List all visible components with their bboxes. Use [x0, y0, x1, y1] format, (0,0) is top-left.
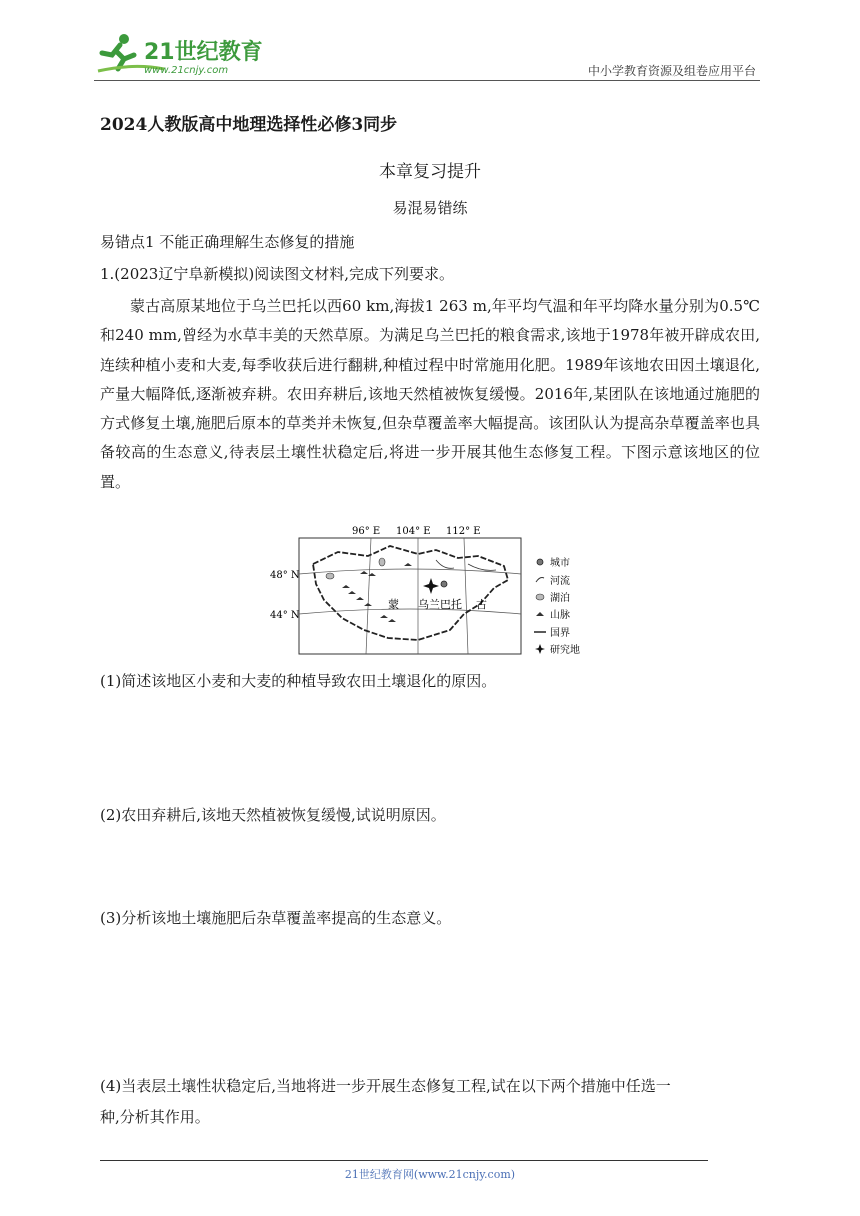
legend-study-site-icon — [535, 644, 545, 654]
site-logo — [94, 33, 264, 79]
legend-city-icon — [537, 559, 543, 565]
river-1 — [436, 560, 454, 568]
map-legend — [534, 556, 580, 656]
error-point-heading: 易错点1 不能正确理解生态修复的措施 — [100, 233, 355, 251]
question-3: (3)分析该地土壤施肥后杂草覆盖率提高的生态意义。 — [100, 909, 452, 927]
place-label-meng: 蒙 — [388, 598, 399, 611]
material-paragraph: 蒙古高原某地位于乌兰巴托以西60 km,海拔1 263 m,年平均气温和年平均降水量分别为0.5℃和240 mm,曾经为水草丰美的天然草原。为满足乌兰巴托的粮食需求,该地于1978年被开辟成农田,连续种植小麦和大麦,每季收获后进行翻耕,种植过程中时常施用化肥。1989年该地农田因土壤退化,产量大幅降低,逐渐被弃耕。农田弃耕后,该地天然植被恢复缓慢。2016年,某团队在该地通过施肥的方式修复土壤,施肥后原本的草类并未恢复,但杂草覆盖率大幅提高。该团队认为提高杂草覆盖率也具备较高的生态意义,待表层土壤性状稳定后,将进一步开展其他生态修复工程。下图示意该地区的位置。 — [100, 297, 760, 491]
lat-label-44: 44° N — [270, 610, 300, 621]
place-label-gu: 古 — [476, 598, 487, 611]
lon-label-112: 112° E — [446, 526, 481, 537]
place-label-ulaanbaatar: 乌兰巴托 — [418, 598, 462, 611]
city-ulaanbaatar — [441, 581, 447, 587]
legend-lake-icon — [536, 594, 544, 600]
footer-text[interactable]: 21世纪教育网(www.21cnjy.com) — [344, 1168, 516, 1181]
legend-study-site-label: 研究地 — [550, 645, 580, 656]
question-2: (2)农田弃耕后,该地天然植被恢复缓慢,试说明原因。 — [100, 806, 446, 824]
lon-label-104: 104° E — [396, 526, 431, 537]
question-4-line-2: 种,分析其作用。 — [100, 1108, 210, 1126]
legend-mountain-label: 山脉 — [550, 610, 570, 621]
legend-river-label: 河流 — [550, 576, 570, 587]
header-divider — [94, 80, 760, 81]
mountain-symbols — [342, 563, 412, 622]
study-site-icon — [423, 578, 439, 594]
section-title: 本章复习提升 — [379, 162, 481, 182]
logo-url: www.21cnjy.com — [144, 65, 229, 76]
lon-label-96: 96° E — [352, 526, 381, 537]
platform-name: 中小学教育资源及组卷应用平台 — [587, 64, 756, 78]
lon-line-112 — [464, 538, 468, 654]
legend-border-label: 国界 — [550, 628, 570, 639]
legend-city-label: 城市 — [550, 558, 570, 569]
footer-divider — [100, 1160, 708, 1161]
location-map — [268, 522, 598, 660]
legend-lake-label: 湖泊 — [550, 593, 570, 604]
legend-river-icon — [536, 578, 544, 583]
question-intro: 1.(2023辽宁阜新模拟)阅读图文材料,完成下列要求。 — [100, 265, 454, 283]
sub-title: 易混易错练 — [392, 199, 468, 217]
question-1: (1)简述该地区小麦和大麦的种植导致农田土壤退化的原因。 — [100, 672, 497, 690]
legend-mountain-icon — [536, 612, 544, 616]
question-4-line-1: (4)当表层土壤性状稳定后,当地将进一步开展生态修复工程,试在以下两个措施中任选一 — [100, 1077, 671, 1095]
river-2 — [468, 564, 496, 570]
document-title: 2024人教版高中地理选择性必修3同步 — [100, 115, 398, 135]
lake-1 — [326, 573, 334, 579]
lake-2 — [379, 558, 385, 566]
lat-label-48: 48° N — [270, 570, 300, 581]
lat-line-44 — [299, 609, 521, 614]
logo-text: 21世纪教育 — [144, 40, 263, 65]
national-border — [313, 546, 508, 640]
